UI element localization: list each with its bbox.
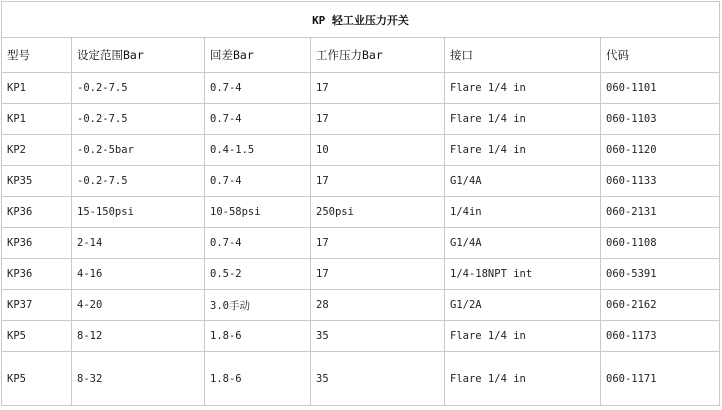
cell-range: 15-150psi bbox=[72, 197, 205, 228]
cell-range: -0.2-5bar bbox=[72, 135, 205, 166]
cell-code: 060-1171 bbox=[601, 352, 720, 406]
cell-range: 8-12 bbox=[72, 321, 205, 352]
cell-range: 2-14 bbox=[72, 228, 205, 259]
cell-code: 060-2131 bbox=[601, 197, 720, 228]
spec-sheet bbox=[1, 1, 719, 405]
cell-port: 1/4-18NPT int bbox=[445, 259, 601, 290]
cell-diff: 3.0手动 bbox=[205, 290, 311, 321]
cell-work: 28 bbox=[311, 290, 445, 321]
table-row bbox=[2, 197, 720, 228]
column-header-port: 接口 bbox=[445, 38, 601, 73]
cell-work: 35 bbox=[311, 321, 445, 352]
cell-work: 35 bbox=[311, 352, 445, 406]
column-header-work: 工作压力Bar bbox=[311, 38, 445, 73]
cell-model: KP1 bbox=[2, 104, 72, 135]
cell-diff: 0.7-4 bbox=[205, 228, 311, 259]
cell-port: Flare 1/4 in bbox=[445, 352, 601, 406]
cell-work: 17 bbox=[311, 259, 445, 290]
cell-work: 17 bbox=[311, 166, 445, 197]
cell-code: 060-2162 bbox=[601, 290, 720, 321]
cell-code: 060-5391 bbox=[601, 259, 720, 290]
cell-range: -0.2-7.5 bbox=[72, 73, 205, 104]
cell-range: -0.2-7.5 bbox=[72, 166, 205, 197]
cell-code: 060-1103 bbox=[601, 104, 720, 135]
cell-code: 060-1120 bbox=[601, 135, 720, 166]
cell-model: KP36 bbox=[2, 259, 72, 290]
table-row bbox=[2, 228, 720, 259]
cell-model: KP36 bbox=[2, 228, 72, 259]
cell-work: 17 bbox=[311, 104, 445, 135]
cell-diff: 0.4-1.5 bbox=[205, 135, 311, 166]
table-row bbox=[2, 104, 720, 135]
cell-model: KP5 bbox=[2, 321, 72, 352]
cell-code: 060-1173 bbox=[601, 321, 720, 352]
table-title-row bbox=[2, 2, 720, 38]
table-row bbox=[2, 259, 720, 290]
cell-work: 17 bbox=[311, 73, 445, 104]
cell-code: 060-1108 bbox=[601, 228, 720, 259]
cell-diff: 0.7-4 bbox=[205, 104, 311, 135]
column-header-code: 代码 bbox=[601, 38, 720, 73]
column-header-range: 设定范围Bar bbox=[72, 38, 205, 73]
table-row bbox=[2, 352, 720, 406]
cell-diff: 0.7-4 bbox=[205, 73, 311, 104]
cell-code: 060-1101 bbox=[601, 73, 720, 104]
cell-diff: 1.8-6 bbox=[205, 321, 311, 352]
table-row bbox=[2, 166, 720, 197]
cell-port: 1/4in bbox=[445, 197, 601, 228]
table-title: KP 轻工业压力开关 bbox=[2, 2, 720, 38]
cell-diff: 0.7-4 bbox=[205, 166, 311, 197]
cell-port: Flare 1/4 in bbox=[445, 321, 601, 352]
cell-port: Flare 1/4 in bbox=[445, 135, 601, 166]
cell-model: KP36 bbox=[2, 197, 72, 228]
table-row bbox=[2, 290, 720, 321]
pressure-switch-table bbox=[1, 1, 720, 406]
cell-model: KP2 bbox=[2, 135, 72, 166]
cell-range: 8-32 bbox=[72, 352, 205, 406]
cell-model: KP5 bbox=[2, 352, 72, 406]
column-header-model: 型号 bbox=[2, 38, 72, 73]
table-row bbox=[2, 73, 720, 104]
cell-diff: 10-58psi bbox=[205, 197, 311, 228]
header-row bbox=[2, 38, 720, 73]
cell-port: Flare 1/4 in bbox=[445, 73, 601, 104]
cell-diff: 1.8-6 bbox=[205, 352, 311, 406]
cell-port: G1/4A bbox=[445, 166, 601, 197]
table-row bbox=[2, 321, 720, 352]
cell-model: KP37 bbox=[2, 290, 72, 321]
column-header-diff: 回差Bar bbox=[205, 38, 311, 73]
cell-model: KP1 bbox=[2, 73, 72, 104]
cell-port: G1/4A bbox=[445, 228, 601, 259]
cell-range: 4-16 bbox=[72, 259, 205, 290]
table-row bbox=[2, 135, 720, 166]
cell-range: 4-20 bbox=[72, 290, 205, 321]
cell-code: 060-1133 bbox=[601, 166, 720, 197]
cell-range: -0.2-7.5 bbox=[72, 104, 205, 135]
cell-port: Flare 1/4 in bbox=[445, 104, 601, 135]
cell-work: 250psi bbox=[311, 197, 445, 228]
cell-diff: 0.5-2 bbox=[205, 259, 311, 290]
cell-work: 17 bbox=[311, 228, 445, 259]
cell-model: KP35 bbox=[2, 166, 72, 197]
cell-work: 10 bbox=[311, 135, 445, 166]
cell-port: G1/2A bbox=[445, 290, 601, 321]
